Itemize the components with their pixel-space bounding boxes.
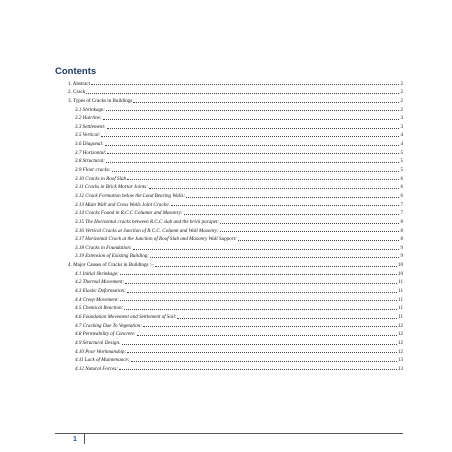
toc-entry[interactable]: [55, 242, 403, 251]
dot-leader: [120, 274, 397, 275]
toc-entry-label: 2. Crack: [68, 89, 86, 96]
dot-leader: [101, 136, 399, 137]
toc-entry[interactable]: [55, 311, 403, 320]
toc-entry[interactable]: [55, 104, 403, 113]
toc-entry[interactable]: [55, 303, 403, 312]
toc-entry-label: 3.8 Structural:: [75, 158, 105, 165]
footer-rule: [55, 433, 403, 434]
toc-entry[interactable]: [55, 199, 403, 208]
toc-entry-page: 12: [397, 322, 403, 329]
toc-entry-page: 9: [400, 244, 403, 251]
dot-leader: [184, 214, 400, 215]
toc-entry-label: 3.11 Cracks in Brick Mortar Joints:: [75, 184, 148, 191]
toc-entry-page: 2: [400, 89, 403, 96]
dot-leader: [119, 369, 397, 370]
toc-entry-label: 3.15 The Horizontal cracks between R.C.C slab and the brick parapet:: [75, 218, 220, 225]
toc-entry[interactable]: [55, 234, 403, 243]
toc-entry-page: 6: [400, 175, 403, 182]
toc-entry[interactable]: [55, 329, 403, 338]
toc-entry-label: 1. Abstract: [68, 80, 91, 87]
footer-divider: [84, 434, 85, 444]
toc-entry[interactable]: [55, 121, 403, 130]
toc-entry-label: 3.2 Hairline:: [75, 115, 102, 122]
contents-title: Contents: [55, 66, 97, 77]
toc-entry-label: 3.13 Main Wall and Cross Walls Joint Cracks:: [75, 201, 170, 208]
toc-entry-page: 13: [397, 357, 403, 364]
toc-entry-page: 2: [400, 97, 403, 104]
toc-entry[interactable]: [55, 173, 403, 182]
toc-entry-label: 3.10 Cracks in Roof Slab: [75, 175, 127, 182]
toc-entry[interactable]: [55, 164, 403, 173]
toc-entry-label: 4.6 Foundation Movement and Settlement of Soil:: [75, 313, 177, 320]
toc-entry-page: 5: [400, 149, 403, 156]
toc-entry[interactable]: [55, 363, 403, 372]
toc-entry-label: 3.18 Cracks in Foundation:: [75, 244, 132, 251]
toc-entry-page: 12: [397, 331, 403, 338]
toc-entry-page: 3: [400, 115, 403, 122]
toc-entry[interactable]: [55, 251, 403, 260]
dot-leader: [107, 128, 400, 129]
toc-entry-label: 4.5 Chemical Reaction:: [75, 305, 124, 312]
toc-entry[interactable]: [55, 78, 403, 87]
toc-entry[interactable]: [55, 95, 403, 104]
toc-entry-label: 3.7 Horizontal:: [75, 149, 107, 156]
toc-entry-label: 4.8 Permeability of Concrete:: [75, 331, 136, 338]
toc-entry-label: 3.17 Horizontal Crack at the Junction of Roof Slab and Masonry Wall Support:: [75, 236, 237, 243]
dot-leader: [127, 292, 397, 293]
dot-leader: [149, 188, 400, 189]
toc-entry-label: 3.1 Shrinkage:: [75, 106, 105, 113]
toc-entry-label: 3.9 Floor cracks:: [75, 167, 111, 174]
toc-entry-page: 11: [398, 305, 403, 312]
toc-entry[interactable]: [55, 225, 403, 234]
toc-entry-label: 3.3 Settlement:: [75, 123, 106, 130]
toc-entry-page: 11: [398, 288, 403, 295]
toc-entry-label: 4.1 Initial Shrinkage:: [75, 270, 119, 277]
dot-leader: [122, 344, 397, 345]
toc-entry-label: 3.5 Vertical:: [75, 132, 101, 139]
toc-entry[interactable]: [55, 268, 403, 277]
toc-entry-label: 4.3 Elastic Deformation:: [75, 288, 126, 295]
toc-entry-label: 4.4 Creep Movement:: [75, 296, 120, 303]
toc-entry-page: 13: [397, 365, 403, 372]
dot-leader: [103, 119, 400, 120]
toc-entry[interactable]: [55, 208, 403, 217]
dot-leader: [124, 309, 397, 310]
toc-entry-label: 3.19 Extension of Existing Building:: [75, 253, 149, 260]
toc-entry-label: 3. Types of Cracks in Buildings: [68, 97, 133, 104]
dot-leader: [131, 361, 397, 362]
toc-entry[interactable]: [55, 147, 403, 156]
toc-entry[interactable]: [55, 138, 403, 147]
toc-entry-page: 6: [400, 192, 403, 199]
toc-entry-label: 4.11 Lack of Maintenance:: [75, 357, 130, 364]
table-of-contents: [55, 78, 403, 372]
toc-entry-label: 4. Major Causes of Cracks in Buildings :–: [68, 262, 154, 269]
toc-entry-page: 5: [400, 158, 403, 165]
dot-leader: [220, 223, 399, 224]
dot-leader: [133, 249, 400, 250]
toc-entry-page: 6: [400, 184, 403, 191]
toc-entry-page: 3: [400, 123, 403, 130]
toc-entry-label: 4.12 Natural Forces:: [75, 365, 118, 372]
toc-entry-page: 10: [397, 270, 403, 277]
toc-entry[interactable]: [55, 216, 403, 225]
toc-entry[interactable]: [55, 285, 403, 294]
toc-entry[interactable]: [55, 87, 403, 96]
toc-entry-page: 4: [400, 132, 403, 139]
toc-entry[interactable]: [55, 190, 403, 199]
toc-entry-page: 12: [397, 348, 403, 355]
dot-leader: [112, 171, 400, 172]
toc-entry-page: 12: [397, 339, 403, 346]
toc-entry-page: 9: [400, 253, 403, 260]
dot-leader: [120, 300, 397, 301]
toc-entry-page: 11: [398, 279, 403, 286]
dot-leader: [91, 84, 399, 85]
toc-entry[interactable]: [55, 113, 403, 122]
toc-entry[interactable]: [55, 259, 403, 268]
toc-entry-page: 7: [400, 201, 403, 208]
toc-entry-label: 3.12 Crack Formation below the Load Bearing Walls:: [75, 192, 186, 199]
dot-leader: [125, 283, 397, 284]
toc-entry-page: 11: [398, 296, 403, 303]
dot-leader: [143, 326, 397, 327]
dot-leader: [177, 318, 397, 319]
toc-entry[interactable]: [55, 156, 403, 165]
toc-entry[interactable]: [55, 346, 403, 355]
toc-entry[interactable]: [55, 320, 403, 329]
toc-entry[interactable]: [55, 277, 403, 286]
toc-entry[interactable]: [55, 355, 403, 364]
toc-entry[interactable]: [55, 182, 403, 191]
toc-entry[interactable]: [55, 337, 403, 346]
toc-entry-page: 2: [400, 106, 403, 113]
dot-leader: [106, 162, 399, 163]
toc-entry-label: 4.9 Structural Design:: [75, 339, 121, 346]
footer-page-number: 1: [73, 436, 77, 443]
dot-leader: [150, 257, 399, 258]
toc-entry-page: 8: [400, 236, 403, 243]
toc-entry[interactable]: [55, 130, 403, 139]
toc-entry-page: 8: [400, 218, 403, 225]
dot-leader: [107, 153, 399, 154]
toc-entry-page: 4: [400, 141, 403, 148]
dot-leader: [86, 93, 399, 94]
dot-leader: [220, 231, 400, 232]
toc-entry-label: 3.16 Vertical Cracks at Junction of R.C.C. Column and Wall Masonry:: [75, 227, 219, 234]
toc-entry-page: 8: [400, 227, 403, 234]
toc-entry-page: 2: [400, 80, 403, 87]
toc-entry-label: 4.7 Cracking Due To Vegetation:: [75, 322, 143, 329]
dot-leader: [133, 102, 399, 103]
toc-entry-page: 5: [400, 167, 403, 174]
dot-leader: [155, 266, 397, 267]
dot-leader: [137, 335, 397, 336]
toc-entry-label: 4.10 Poor Workmanship:: [75, 348, 127, 355]
toc-entry-page: 7: [400, 210, 403, 217]
toc-entry-label: 3.6 Diagonal:: [75, 141, 104, 148]
dot-leader: [186, 197, 399, 198]
dot-leader: [171, 205, 400, 206]
toc-entry-label: 3.14 Cracks Found in R.C.C Columns and Masonry:: [75, 210, 183, 217]
dot-leader: [238, 240, 400, 241]
dot-leader: [106, 110, 399, 111]
dot-leader: [127, 352, 397, 353]
toc-entry-page: 10: [397, 262, 403, 269]
toc-entry-label: 4.2 Thermal Movement:: [75, 279, 125, 286]
dot-leader: [127, 179, 399, 180]
toc-entry-page: 11: [398, 313, 403, 320]
dot-leader: [105, 145, 400, 146]
toc-entry[interactable]: [55, 294, 403, 303]
